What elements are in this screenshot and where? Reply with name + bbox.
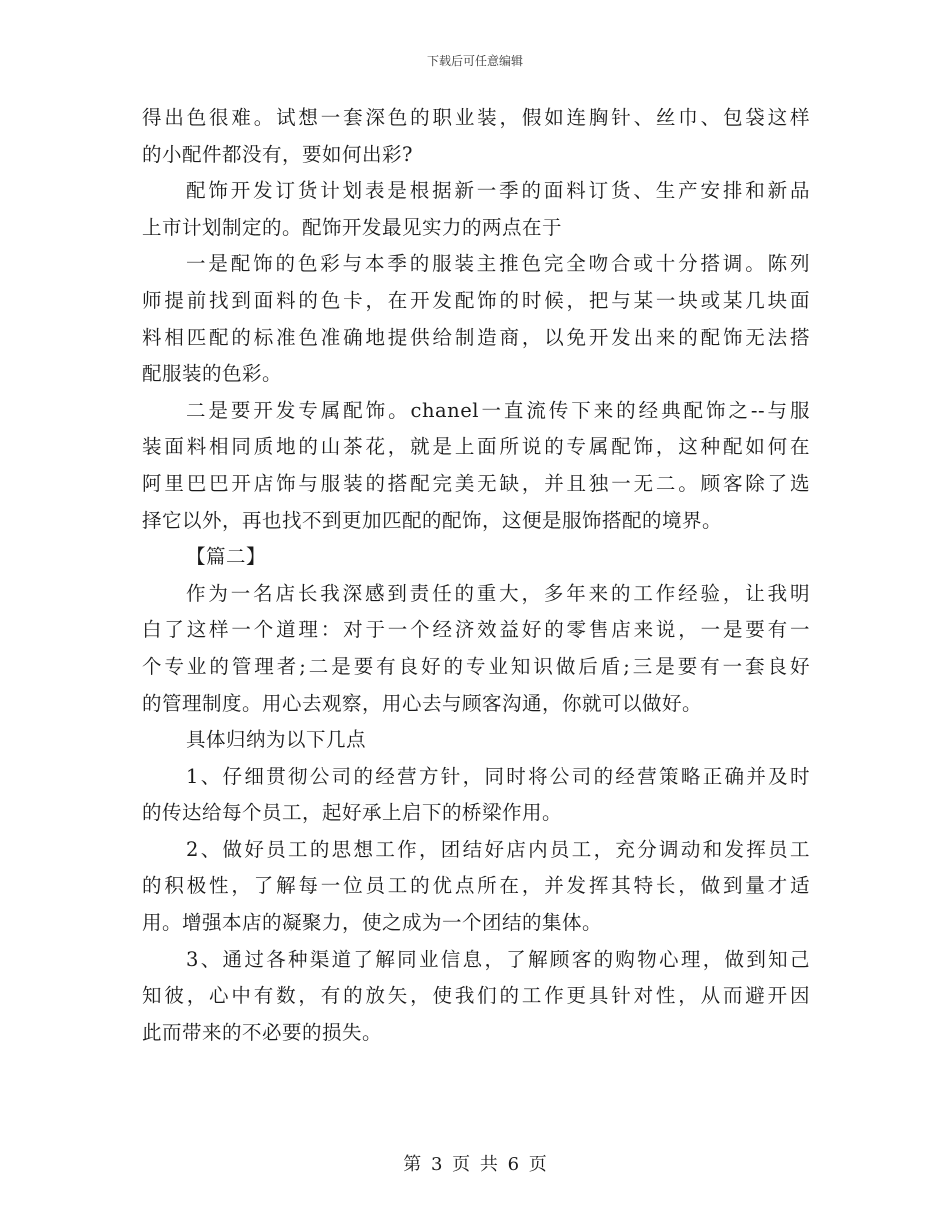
text-line: 3、通过各种渠道了解同业信息，了解顾客的购物心理，做到知己	[186, 947, 810, 971]
document-body	[142, 100, 810, 1051]
text-line: 配服装的色彩。	[142, 362, 283, 386]
page-header: 下载后可任意编辑	[426, 54, 523, 68]
text-line: 的小配件都没有，要如何出彩?	[142, 142, 413, 166]
text-line: 料相匹配的标准色准确地提供给制造商，以免开发出来的配饰无法搭	[142, 325, 810, 349]
text-line: 1、仔细贯彻公司的经营方针，同时将公司的经营策略正确并及时	[186, 764, 810, 788]
text-line: 作为一名店长我深感到责任的重大，多年来的工作经验，让我明	[186, 581, 810, 605]
text-line: 的积极性，了解每一位员工的优点所在，并发挥其特长，做到量才适	[142, 874, 810, 898]
text-line: 上市计划制定的。配饰开发最见实力的两点在于	[142, 215, 563, 239]
text-line: 2、做好员工的思想工作，团结好店内员工，充分调动和发挥员工	[186, 837, 810, 861]
text-line: 择它以外，再也找不到更加匹配的配饰，这便是服饰搭配的境界。	[142, 508, 723, 532]
text-line: 【篇二】	[186, 545, 267, 569]
text-line: 阿里巴巴开店饰与服装的搭配完美无缺，并且独一无二。顾客除了选	[142, 471, 810, 495]
text-line: 知彼，心中有数，有的放矢，使我们的工作更具针对性，从而避开因	[142, 984, 810, 1008]
text-line: 的管理制度。用心去观察，用心去与顾客沟通，你就可以做好。	[142, 691, 703, 715]
text-line: 得出色很难。试想一套深色的职业装，假如连胸针、丝巾、包袋这样	[142, 106, 810, 129]
text-line: 一是配饰的色彩与本季的服装主推色完全吻合或十分搭调。陈列	[186, 252, 810, 276]
text-line: 二是要开发专属配饰。chanel一直流传下来的经典配饰之--与服	[186, 398, 810, 422]
page-number: 第 3 页 共 6 页	[403, 1154, 547, 1175]
text-line: 具体归纳为以下几点	[186, 728, 367, 752]
text-line: 装面料相同质地的山茶花，就是上面所说的专属配饰，这种配如何在	[142, 435, 810, 459]
text-line: 个专业的管理者;二是要有良好的专业知识做后盾;三是要有一套良好	[142, 654, 810, 678]
text-line: 配饰开发订货计划表是根据新一季的面料订货、生产安排和新品	[186, 179, 810, 203]
text-line: 师提前找到面料的色卡，在开发配饰的时候，把与某一块或某几块面	[142, 288, 810, 312]
text-line: 此而带来的不必要的损失。	[142, 1020, 383, 1044]
text-line: 用。增强本店的凝聚力，使之成为一个团结的集体。	[142, 911, 603, 935]
text-line: 白了这样一个道理：对于一个经济效益好的零售店来说，一是要有一	[142, 618, 810, 642]
text-line: 的传达给每个员工，起好承上启下的桥梁作用。	[142, 801, 563, 825]
